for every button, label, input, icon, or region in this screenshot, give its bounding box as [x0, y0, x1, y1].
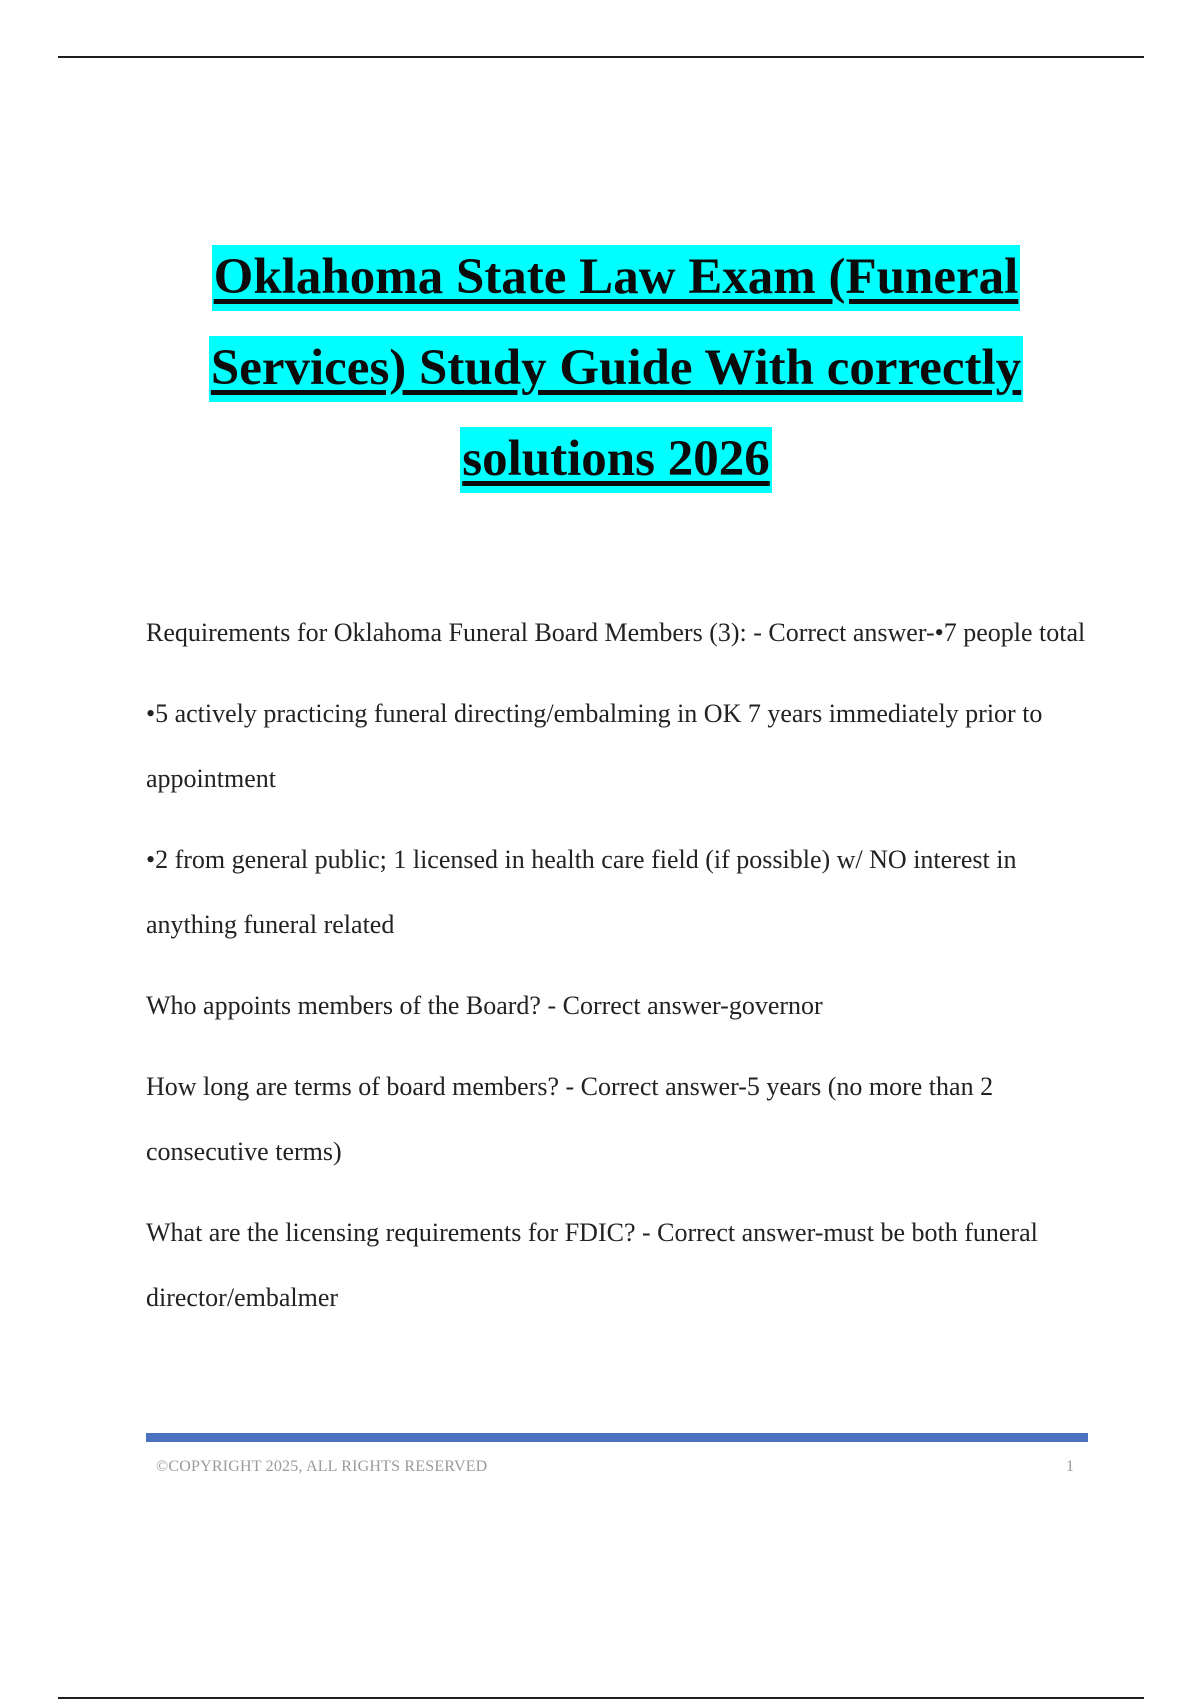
- footer-copyright: ©COPYRIGHT 2025, ALL RIGHTS RESERVED: [156, 1458, 488, 1475]
- title-line-1: Oklahoma State Law Exam (Funeral: [146, 232, 1086, 323]
- bottom-page-rule: [58, 1697, 1144, 1699]
- paragraph-term-length: How long are terms of board members? - Correct answer-5 years (no more than 2 consecutive terms): [146, 1072, 994, 1166]
- paragraph-board-requirements: Requirements for Oklahoma Funeral Board Members (3): - Correct answer-•7 people total: [146, 618, 1086, 647]
- paragraph-board-appointment: Who appoints members of the Board? - Correct answer-governor: [146, 991, 823, 1020]
- page-number: 1: [1066, 1458, 1074, 1475]
- document-title: [146, 232, 1086, 505]
- title-line-3: solutions 2026: [146, 414, 1086, 505]
- document-body: [146, 600, 1086, 1346]
- paragraph-fdic-licensing: What are the licensing requirements for FDIC? - Correct answer-must be both funeral director/embalmer: [146, 1218, 1038, 1312]
- paragraph-practicing-members: •5 actively practicing funeral directing/embalming in OK 7 years immediately prior to appointment: [146, 699, 1043, 793]
- paragraph-public-members: •2 from general public; 1 licensed in health care field (if possible) w/ NO interest in anything funeral related: [146, 845, 1017, 939]
- title-line-2: Services) Study Guide With correctly: [146, 323, 1086, 414]
- footer-divider-bar: [146, 1433, 1088, 1442]
- top-page-rule: [58, 56, 1144, 58]
